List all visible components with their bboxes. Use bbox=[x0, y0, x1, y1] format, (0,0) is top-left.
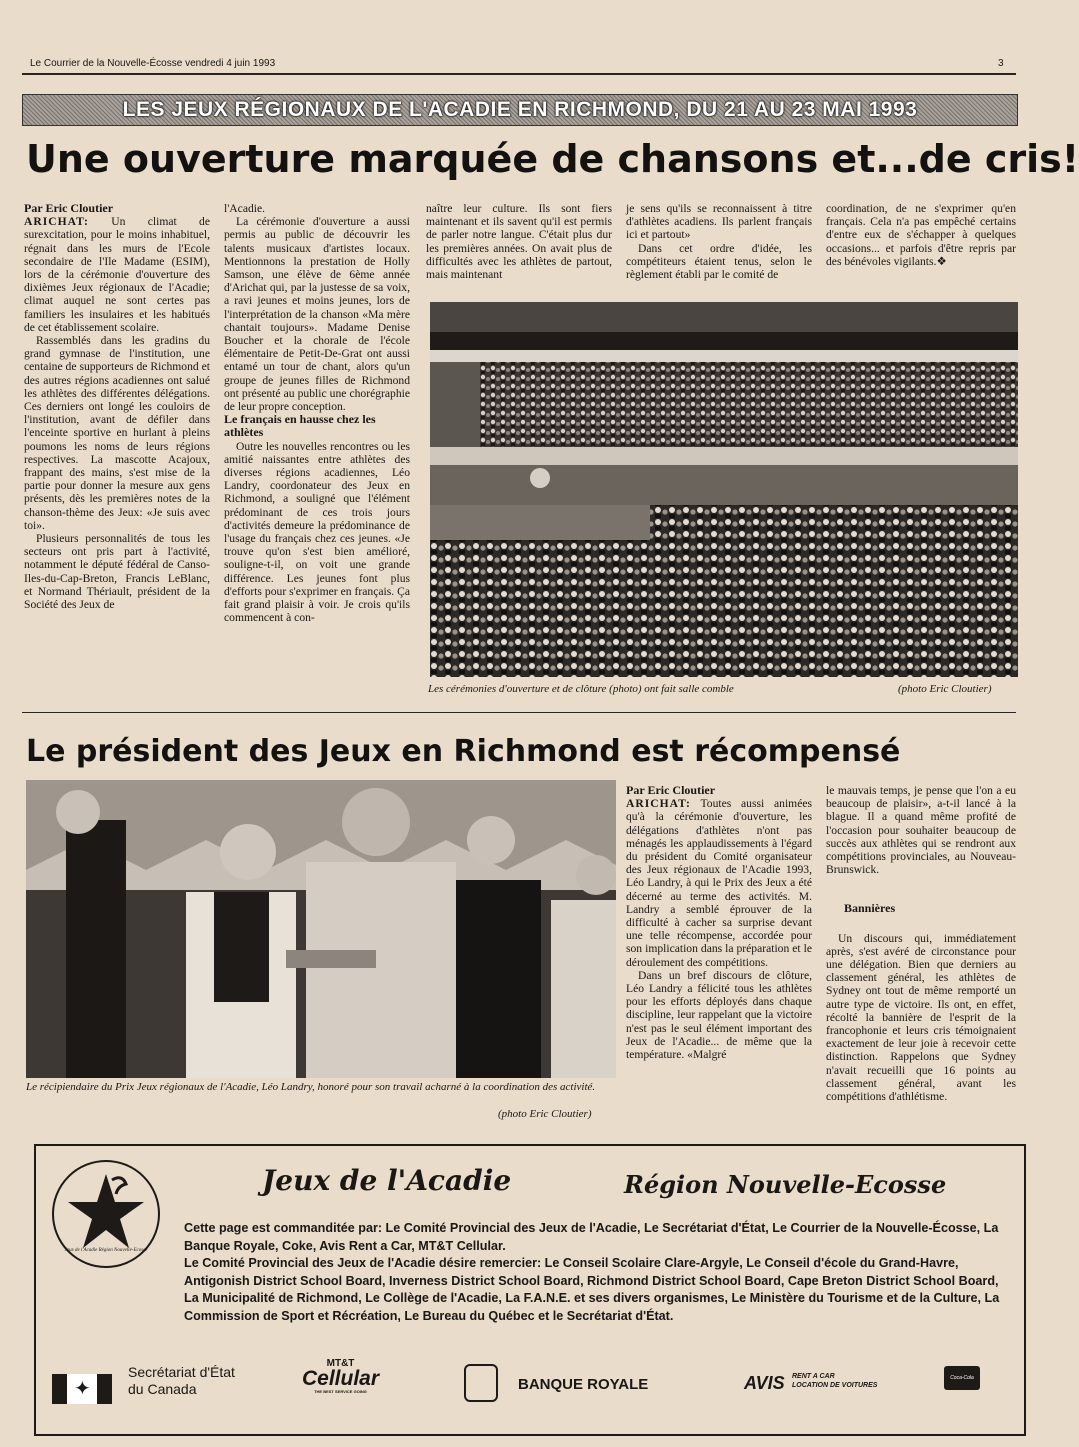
article1-column-5 bbox=[826, 202, 1016, 268]
article1-byline: Par Eric Cloutier bbox=[24, 201, 114, 215]
cellular-text: Cellular bbox=[302, 1367, 380, 1390]
secretariat-line-2: du Canada bbox=[128, 1381, 197, 1397]
top-rule bbox=[22, 73, 1016, 75]
banque-royale-logo: BANQUE ROYALE bbox=[518, 1376, 649, 1393]
article1-headline: Une ouverture marquée de chansons et...de cris! bbox=[26, 137, 1079, 181]
article1-paragraph: Rassemblés dans les gradins du grand gymnase de l'institution, une centaine de supporteurs de Richmond et des autres régions acadiennes ont salué les athlètes des différentes délégations. Ces derniers ont longé les couloirs de l'institution, avant de défiler dans l'enceinte sportive en hurlant à pleins poumons les noms de leurs régions respectives. La mascotte Acajoux, frappant des mains, s'est mise de la partie pour donner la mesure aux gens présents, dès les premières notes de la chanson-thème des Jeux: «Je suis avec toi». bbox=[24, 334, 210, 532]
page-number: 3 bbox=[998, 58, 1004, 69]
article1-paragraph: Un climat de surexcitation, pour le moins inhabituel, régnait dans les murs de l'Ecole secondaire de l'Ile Madame (ESIM), lors de la cérémonie d'ouverture des dixièmes Jeux régionaux de l'Acadie; climat auquel ne sont certes pas familiers les insulaires et les habitués de cet établissement scolaire. bbox=[24, 215, 210, 334]
ad-title-right: Région Nouvelle-Ecosse bbox=[624, 1170, 947, 1199]
article1-dateline: ARICHAT: bbox=[24, 215, 89, 229]
canada-flag-icon bbox=[52, 1374, 112, 1404]
avis-tagline bbox=[792, 1372, 877, 1390]
article1-paragraph: coordination, de ne s'exprimer qu'en français. Cela n'a pas empêché certains d'entre eux de s'échapper à quelques occasions... et parfois d'être repris par des bénévoles vigilants.❖ bbox=[826, 202, 1016, 268]
mtt-cellular-logo bbox=[302, 1358, 379, 1394]
article1-paragraph: je sens qu'ils se reconnaissent à titre d'athlètes acadiens. Ils parlent français ici et partout» bbox=[626, 202, 812, 242]
article2-paragraph: Dans un bref discours de clôture, Léo Landry a félicité tous les athlètes pour les efforts déployés dans chaque discipline, leur rappelant que la victoire n'est pas le seul élément important des Jeux de l'Acadie... de même que la température. «Malgré bbox=[626, 968, 812, 1062]
avis-tagline-2: LOCATION DE VOITURES bbox=[792, 1382, 878, 1389]
article2-byline: Par Eric Cloutier bbox=[626, 783, 716, 797]
article2-photo-credit: (photo Eric Cloutier) bbox=[498, 1108, 592, 1120]
logo-text: Jeux de l'Acadie Région Nouvelle-Ecosse bbox=[64, 1248, 148, 1253]
mtt-text: MT&T bbox=[326, 1358, 355, 1369]
ad-thanks-text: Le Comité Provincial des Jeux de l'Acadie désire remercier: Le Conseil Scolaire Clare-Argyle, Le Conseil d'école du Grand-Havre, Antigonish District School Board, Inverness District School Board, Richmond District School Board, Cape Breton District School Board, La Municipalité de Richmond, Le Collège de l'Acadie, La F.A.N.E. et ses divers organismes, Le Ministère du Tourisme et de la Culture, La Commission de Sport et Récréation, Le Bureau du Québec et le Secrétariat d'État. bbox=[184, 1256, 1000, 1323]
article1-paragraph: La cérémonie d'ouverture a aussi permis au public de découvrir les talents musicaux d'artistes locaux. Mentionnons la prestation de Holly Samson, une élève de 6ème année d'Arichat qui, par la justesse de sa voix, a ravi jeunes et moins jeunes, lors de l'interprétation de la chanson «Ma mère chantait toujours». Madame Denise Boucher et la chorale de l'école élémentaire de Petit-De-Grat ont aussi entamé un tour de chant, alors qu'un groupe de jeunes filles de Richmond ont présenté au public une chorégraphie de leur propre conception. bbox=[224, 215, 410, 414]
banque-royale-crest-icon bbox=[464, 1364, 498, 1402]
article2-column-1 bbox=[626, 784, 812, 1061]
jeux-acadie-logo bbox=[52, 1160, 160, 1268]
section-divider bbox=[22, 712, 1016, 713]
article2-paragraph: le mauvais temps, je pense que l'on a eu beaucoup de plaisir», a-t-il lancé à la blague. Il a quand même profité de l'occasion pour souhaiter beaucoup de succès aux athlètes qui se rendront aux compétitions provinciales, au Nouveau-Brunswick. bbox=[826, 784, 1016, 877]
mtt-tagline: THE BEST SERVICE GOING bbox=[314, 1389, 367, 1394]
award-presentation-photo bbox=[26, 780, 616, 1078]
coca-cola-logo bbox=[944, 1366, 980, 1390]
article1-photo-caption: Les cérémonies d'ouverture et de clôture (photo) ont fait salle comble bbox=[428, 683, 734, 695]
secretariat-logo bbox=[128, 1364, 235, 1398]
article1-column-2 bbox=[224, 202, 410, 625]
article2-photo-caption: Le récipiendaire du Prix Jeux régionaux de l'Acadie, Léo Landry, honoré pour son travail acharné à la coordination des activité. bbox=[26, 1081, 596, 1093]
article2-subhead: Bannières bbox=[844, 901, 896, 916]
article1-subhead: Le français en hausse chez les athlètes bbox=[224, 412, 376, 440]
running-head: Le Courrier de la Nouvelle-Écosse vendredi 4 juin 1993 bbox=[30, 58, 276, 69]
avis-tagline-1: RENT A CAR bbox=[792, 1373, 835, 1380]
article1-column-4 bbox=[626, 202, 812, 281]
article1-paragraph: Dans cet ordre d'idée, les compétiteurs étaient tenus, selon le règlement établi par le comité de bbox=[626, 241, 812, 282]
article1-column-1 bbox=[24, 202, 210, 611]
gymnasium-crowd-photo bbox=[430, 302, 1018, 677]
article1-paragraph: naître leur culture. Ils sont fiers maintenant et ils savent qu'il est permis de parler notre langue. C'était plus dur les premières années. On avait plus de difficultés avec les athlètes de partout, mais maintenant bbox=[426, 202, 612, 282]
article2-paragraph: Un discours qui, immédiatement après, s'est avéré de circonstance pour une délégation. Bien que derniers au classement général, les athlètes de Sydney ont tout de même remporté un autre type de victoire. Ils ont, en effet, récolté la bannière de l'esprit de la francophonie et leurs cris témoignaient exactement de leur joie à recevoir cette distinction. Rappelons que Sydney n'avait recueilli que 16 points au classement général, avant les compétitions d'athlétisme. bbox=[826, 931, 1016, 1104]
section-banner bbox=[22, 94, 1018, 126]
article2-paragraph: Toutes aussi animées qu'à la cérémonie d'ouverture, les délégations d'athlètes n'ont pas ménagés les applaudissements à l'égard du président du Comité organisateur des Jeux régionaux de l'Acadie 1993, Léo Landry, à qui le Prix des Jeux a été décerné au terme des activités. M. Landry a semblé éprouver de la difficulté à cacher sa surprise devant une telle récompense, accordée pour son implication dans la préparation et le déroulement des compétitions. bbox=[626, 797, 812, 969]
sponsor-ad-box bbox=[34, 1144, 1026, 1436]
ad-sponsors-text: Cette page est commanditée par: Le Comité Provincial des Jeux de l'Acadie, Le Secrétariat d'État, Le Courrier de la Nouvelle-Écosse, La Banque Royale, Coke, Avis Rent a Car, MT&T Cellular. bbox=[184, 1221, 999, 1253]
article1-paragraph: Outre les nouvelles rencontres ou les amitié naissantes entre athlètes des diverses régions acadiennes, Léo Landry, coordonateur des Jeux en Richmond, a souligné que l'élément prédominant de ces trois jours d'activités demeure la prédominance de l'usage du français chez ces jeunes. «Je trouve qu'on s'est bien amélioré, souligne-t-il, on voit une grande différence. Les jeunes font plus d'efforts pour s'exprimer en français. Ça fait grand plaisir à voir. Je crois qu'ils commencent à con- bbox=[224, 439, 410, 625]
maple-leaf-icon: ✦ bbox=[74, 1378, 91, 1400]
article2-headline: Le président des Jeux en Richmond est récompensé bbox=[26, 734, 901, 769]
article2-dateline: ARICHAT: bbox=[626, 797, 691, 811]
article2-column-2 bbox=[826, 784, 1016, 1103]
article1-paragraph: Plusieurs personnalités de tous les secteurs ont pris part à l'activité, notamment le député fédéral de Canso-Iles-du-Cap-Breton, Francis LeBlanc, et Normand Thériault, président de la Société des Jeux de bbox=[24, 532, 210, 612]
article1-paragraph: l'Acadie. bbox=[224, 202, 266, 215]
article1-photo-credit: (photo Eric Cloutier) bbox=[898, 683, 992, 695]
banner-text: LES JEUX RÉGIONAUX DE L'ACADIE EN RICHMOND, DU 21 AU 23 MAI 1993 bbox=[122, 98, 918, 121]
article1-column-3 bbox=[426, 202, 612, 281]
coca-cola-text: Coca-Cola bbox=[950, 1375, 974, 1381]
avis-logo: AVIS bbox=[744, 1373, 785, 1393]
secretariat-line-1: Secrétariat d'État bbox=[128, 1364, 235, 1380]
ad-title-left: Jeux de l'Acadie bbox=[262, 1164, 512, 1197]
